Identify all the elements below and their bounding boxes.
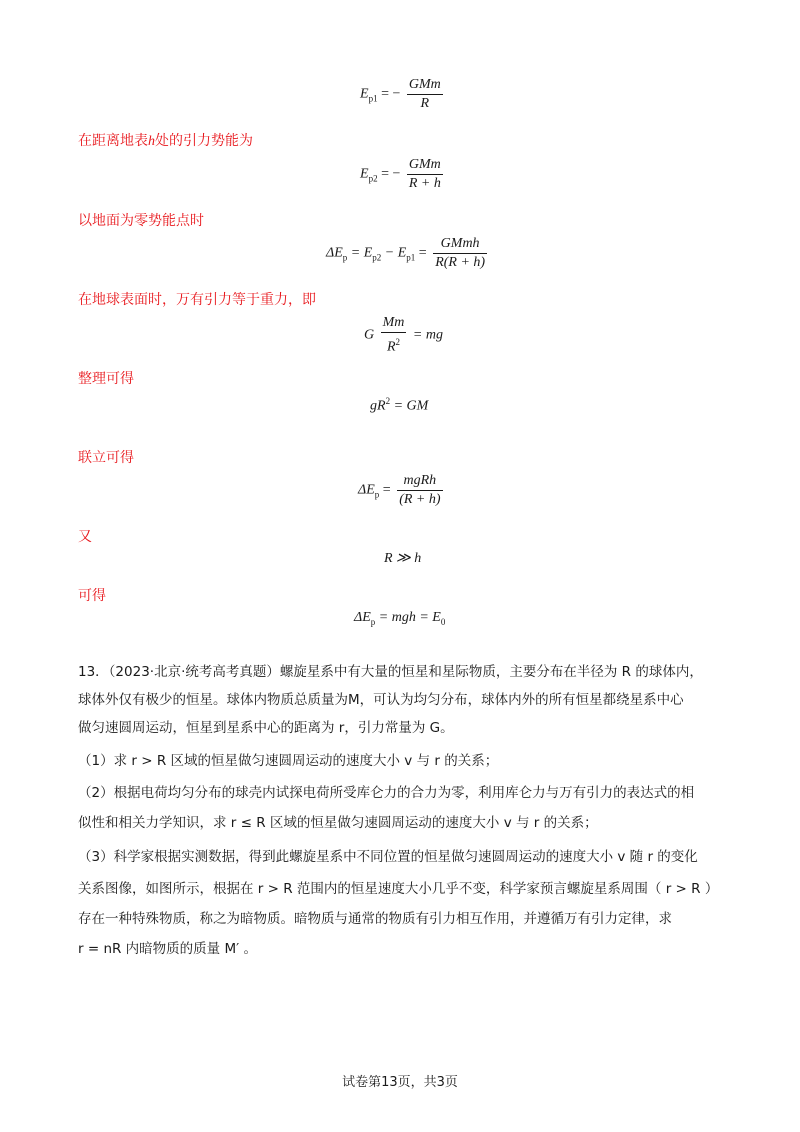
eq-ep2-equals: = − bbox=[381, 166, 401, 182]
eq-delta-numerator: GMmh bbox=[433, 235, 487, 254]
problem-line-1: 13．（2023·北京·统考高考真题）螺旋星系中有大量的恒星和星际物质，主要分布在半径为 R 的球体内， bbox=[78, 664, 703, 680]
problem-line-2: 球体外仅有极少的恒星。球体内物质总质量为M，可认为均匀分布，球体内外的所有恒星都绕星系中心 bbox=[78, 692, 684, 708]
eq-delta-sub2: p2 bbox=[372, 252, 382, 263]
eq-gravity-denominator bbox=[381, 333, 407, 357]
text-height-potential bbox=[78, 130, 253, 150]
text-combine: 联立可得 bbox=[78, 450, 134, 466]
eq-gravity-numerator: Mm bbox=[381, 314, 407, 333]
eq-ep1-equals: = − bbox=[381, 86, 401, 102]
text-simplify: 整理可得 bbox=[78, 371, 134, 387]
eq-gr2-rhs: = GM bbox=[393, 398, 429, 414]
eq-delta-sub3: p1 bbox=[406, 252, 416, 263]
eq-final-mid: = mgh = E bbox=[378, 610, 441, 625]
eq-gravity-g: G bbox=[364, 327, 375, 343]
eq-ep1-numerator: GMm bbox=[407, 76, 443, 95]
eq-gr2-sup: 2 bbox=[385, 396, 391, 406]
equation-ep2 bbox=[360, 156, 446, 193]
eq-delta-equals: = bbox=[418, 245, 427, 261]
eq-ep2-lhs: E bbox=[360, 166, 369, 182]
eq-delta-ep1: − E bbox=[384, 245, 407, 261]
eq-delta-denominator: R(R + h) bbox=[435, 255, 486, 270]
text-height-pre: 在距离地表 bbox=[78, 133, 148, 149]
eq-ep2-sub: p2 bbox=[368, 173, 378, 184]
equation-gravity-weight bbox=[364, 314, 443, 357]
eq-gravity-rhs: = mg bbox=[412, 327, 443, 343]
eq-delta2-sub: p bbox=[374, 489, 380, 500]
eq-delta2-equals: = bbox=[382, 482, 391, 498]
problem-part-2a: （2）根据电荷均匀分布的球壳内试探电荷所受库仑力的合力为零，利用库仑力与万有引力的表达式的相 bbox=[78, 785, 695, 801]
problem-part-3a: （3）科学家根据实测数据，得到此螺旋星系中不同位置的恒星做匀速圆周运动的速度大小 v 随 r 的变化 bbox=[78, 849, 698, 865]
eq-gravity-den-sup: 2 bbox=[395, 337, 401, 347]
problem-part-3d: r = nR 内暗物质的质量 M′ 。 bbox=[78, 941, 257, 957]
text-height-var: h bbox=[148, 134, 155, 149]
text-obtain: 可得 bbox=[78, 588, 106, 604]
eq-gr2-lhs: gR bbox=[370, 398, 386, 414]
problem-part-3c: 存在一种特殊物质，称之为暗物质。暗物质与通常的物质有引力相互作用，并遵循万有引力定律，求 bbox=[78, 911, 672, 927]
problem-part-1: （1）求 r > R 区域的恒星做匀速圆周运动的速度大小 v 与 r 的关系； bbox=[78, 753, 499, 769]
text-height-post: 处的引力势能为 bbox=[155, 133, 253, 149]
equation-approx: R ≫ h bbox=[384, 551, 422, 566]
equation-delta-ep bbox=[326, 235, 490, 272]
equation-final bbox=[354, 610, 445, 627]
eq-ep1-sub: p1 bbox=[368, 93, 378, 104]
eq-ep1-denominator: R bbox=[420, 96, 430, 111]
eq-ep1-fraction bbox=[407, 76, 443, 113]
text-zero-reference: 以地面为零势能点时 bbox=[78, 213, 204, 229]
eq-delta-lhs: ΔE bbox=[326, 245, 343, 261]
problem-line-3: 做匀速圆周运动，恒星到星系中心的距离为 r，引力常量为 G。 bbox=[78, 720, 454, 736]
problem-part-3b: 关系图像，如图所示，根据在 r > R 范围内的恒星速度大小几乎不变，科学家预言螺旋星系周围（ r > R ） bbox=[78, 881, 719, 897]
equation-delta-ep-final bbox=[358, 472, 446, 509]
eq-final-lhs: ΔE bbox=[354, 610, 371, 625]
problem-part-2b: 似性和相关力学知识，求 r ≤ R 区域的恒星做匀速圆周运动的速度大小 v 与 r 的关系； bbox=[78, 815, 598, 831]
eq-final-sub2: 0 bbox=[440, 616, 446, 627]
eq-final-sub: p bbox=[370, 616, 376, 627]
text-also: 又 bbox=[78, 529, 92, 545]
eq-ep1-lhs: E bbox=[360, 86, 369, 102]
text-surface-gravity: 在地球表面时，万有引力等于重力，即 bbox=[78, 292, 316, 308]
eq-delta2-numerator: mgRh bbox=[397, 472, 442, 491]
eq-delta-ep2: = E bbox=[350, 245, 373, 261]
eq-ep2-fraction bbox=[407, 156, 443, 193]
eq-ep2-denominator: R + h bbox=[408, 176, 441, 191]
eq-delta2-fraction bbox=[397, 472, 442, 509]
eq-delta-fraction bbox=[433, 235, 487, 272]
eq-delta2-lhs: ΔE bbox=[358, 482, 375, 498]
page-footer: 试卷第13页，共3页 bbox=[342, 1075, 458, 1090]
eq-gravity-fraction bbox=[381, 314, 407, 357]
eq-gravity-den-r: R bbox=[386, 339, 396, 355]
eq-delta-sub: p bbox=[342, 252, 348, 263]
eq-delta2-denominator: (R + h) bbox=[399, 492, 441, 507]
eq-ep2-numerator: GMm bbox=[407, 156, 443, 175]
equation-ep1 bbox=[360, 76, 446, 113]
equation-gr2 bbox=[370, 396, 428, 415]
